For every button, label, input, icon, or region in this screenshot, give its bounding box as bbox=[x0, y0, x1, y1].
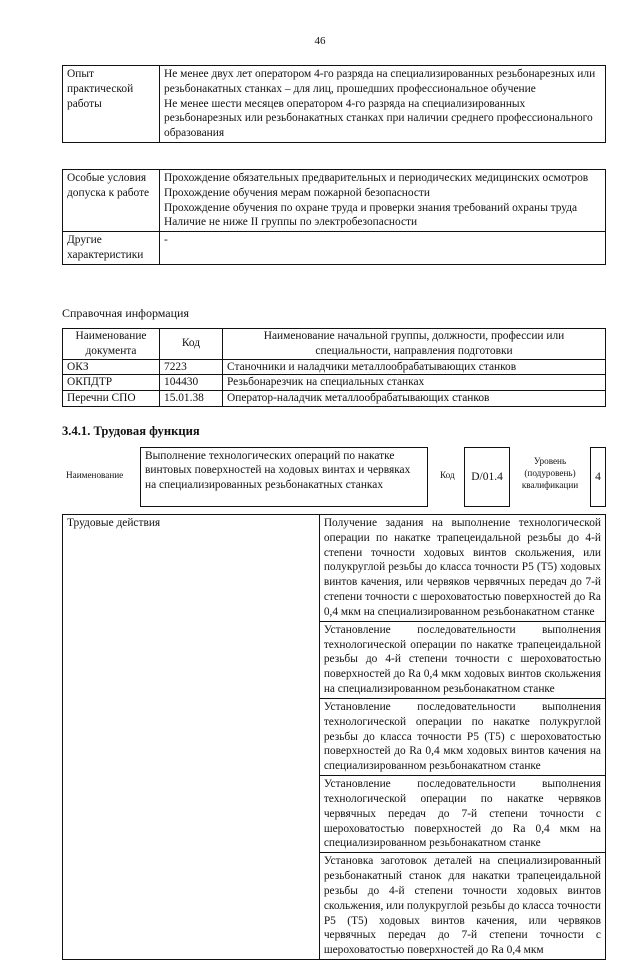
reference-header: Наименование начальной группы, должности, профессии или специальности, направления подготовки bbox=[223, 329, 606, 360]
function-name-label: Наименование bbox=[66, 470, 124, 480]
labor-actions-label: Трудовые действия bbox=[63, 515, 320, 960]
labor-action-item: Получение задания на выполнение технологической операции по накатке трапецеидальной резьбы до 4-й степени точности ходовых винтов скольжения, или полукруглой резьбы до класса точности Р5 (Т5) ходовых винтов качения, или червяков червячных передач до 7-й степени точности с шероховатостью поверхностей до Ra 0,4 мкм на специализированном резьбонакатном станке bbox=[319, 515, 605, 622]
conditions-table bbox=[62, 169, 606, 265]
experience-label: Опыт практической работы bbox=[63, 66, 160, 143]
experience-text-2: Не менее шести месяцев оператором 4-го разряда на специализированных резьбонарезных или резьбонакатных станках при наличии среднего профессионального образования bbox=[164, 97, 593, 140]
reference-table bbox=[62, 328, 606, 407]
page-number: 46 bbox=[314, 35, 326, 47]
reference-cell: Оператор-наладчик металлообрабатывающих станков bbox=[223, 391, 606, 407]
reference-cell: ОКЗ bbox=[63, 359, 160, 375]
other-characteristics-label: Другие характеристики bbox=[63, 232, 160, 265]
experience-value bbox=[160, 66, 606, 143]
table-row bbox=[63, 359, 606, 375]
experience-table bbox=[62, 65, 606, 143]
labor-actions-table bbox=[62, 514, 606, 960]
labor-action-item: Установление последовательности выполнения технологической операции по накатке трапецеидальной резьбы до 4-й степени точности с шероховатостью поверхностей до Ra 0,4 мкм ходовых винтов скольжения на специализированном резьбонакатном станке bbox=[319, 621, 605, 698]
function-code-label: Код bbox=[440, 470, 455, 480]
function-level-label: Уровень (подуровень) квалификации bbox=[521, 456, 579, 490]
function-code-value: D/01.4 bbox=[464, 447, 510, 507]
conditions-item: Наличие не ниже II группы по электробезопасности bbox=[164, 216, 418, 229]
labor-action-item: Установление последовательности выполнения технологической операции по накатке червяков червячных передач до 7-й степени точности с шероховатостью поверхностей до Ra 0,4 мкм на специализированном резьбонакатном станке bbox=[319, 776, 605, 853]
conditions-label: Особые условия допуска к работе bbox=[63, 170, 160, 232]
reference-section-title: Справочная информация bbox=[62, 306, 189, 320]
experience-text-1: Не менее двух лет оператором 4-го разряда на специализированных резьбонарезных или резьбонакатных станках – для лиц, прошедших профессиональное обучение bbox=[164, 68, 596, 95]
labor-action-item: Установка заготовок деталей на специализированный резьбонакатный станок для накатки трапецеидальной резьбы до 4-й степени точности ходовых винтов скольжения, или полукруглой резьбы до класса точности Р5 (Т5) ходовых винтов качения, или червяков червячных передач до 7-й степени точности с шероховатостью поверхностей до Ra 0,4 мкм bbox=[319, 853, 605, 960]
reference-cell: 15.01.38 bbox=[160, 391, 223, 407]
reference-cell: 7223 bbox=[160, 359, 223, 375]
reference-cell: 104430 bbox=[160, 375, 223, 391]
table-row bbox=[63, 391, 606, 407]
function-level-value: 4 bbox=[590, 447, 606, 507]
reference-header: Наименование документа bbox=[63, 329, 160, 360]
other-characteristics-value: - bbox=[160, 232, 606, 265]
reference-cell: Станочники и наладчики металлообрабатывающих станков bbox=[223, 359, 606, 375]
conditions-item: Прохождение обучения по охране труда и проверки знания требований охраны труда bbox=[164, 201, 578, 214]
reference-cell: Перечни СПО bbox=[63, 391, 160, 407]
function-name-value: Выполнение технологических операций по накатке винтовых поверхностей на ходовых винтах и червяках на специализированных резьбонакатных станках bbox=[140, 447, 428, 507]
table-row bbox=[63, 375, 606, 391]
function-title: 3.4.1. Трудовая функция bbox=[62, 424, 200, 438]
reference-cell: Резьбонарезчик на специальных станках bbox=[223, 375, 606, 391]
conditions-item: Прохождение обучения мерам пожарной безопасности bbox=[164, 186, 430, 199]
reference-header: Код bbox=[160, 329, 223, 360]
conditions-item: Прохождение обязательных предварительных и периодических медицинских осмотров bbox=[164, 172, 589, 184]
labor-action-item: Установление последовательности выполнения технологической операции по накатке полукруглой резьбы до класса точности Р5 (Т5) с шероховатостью поверхностей до Ra 0,4 мкм ходовых винтов качения на специализированном резьбонакатном станке bbox=[319, 698, 605, 775]
reference-cell: ОКПДТР bbox=[63, 375, 160, 391]
conditions-value bbox=[160, 170, 606, 232]
